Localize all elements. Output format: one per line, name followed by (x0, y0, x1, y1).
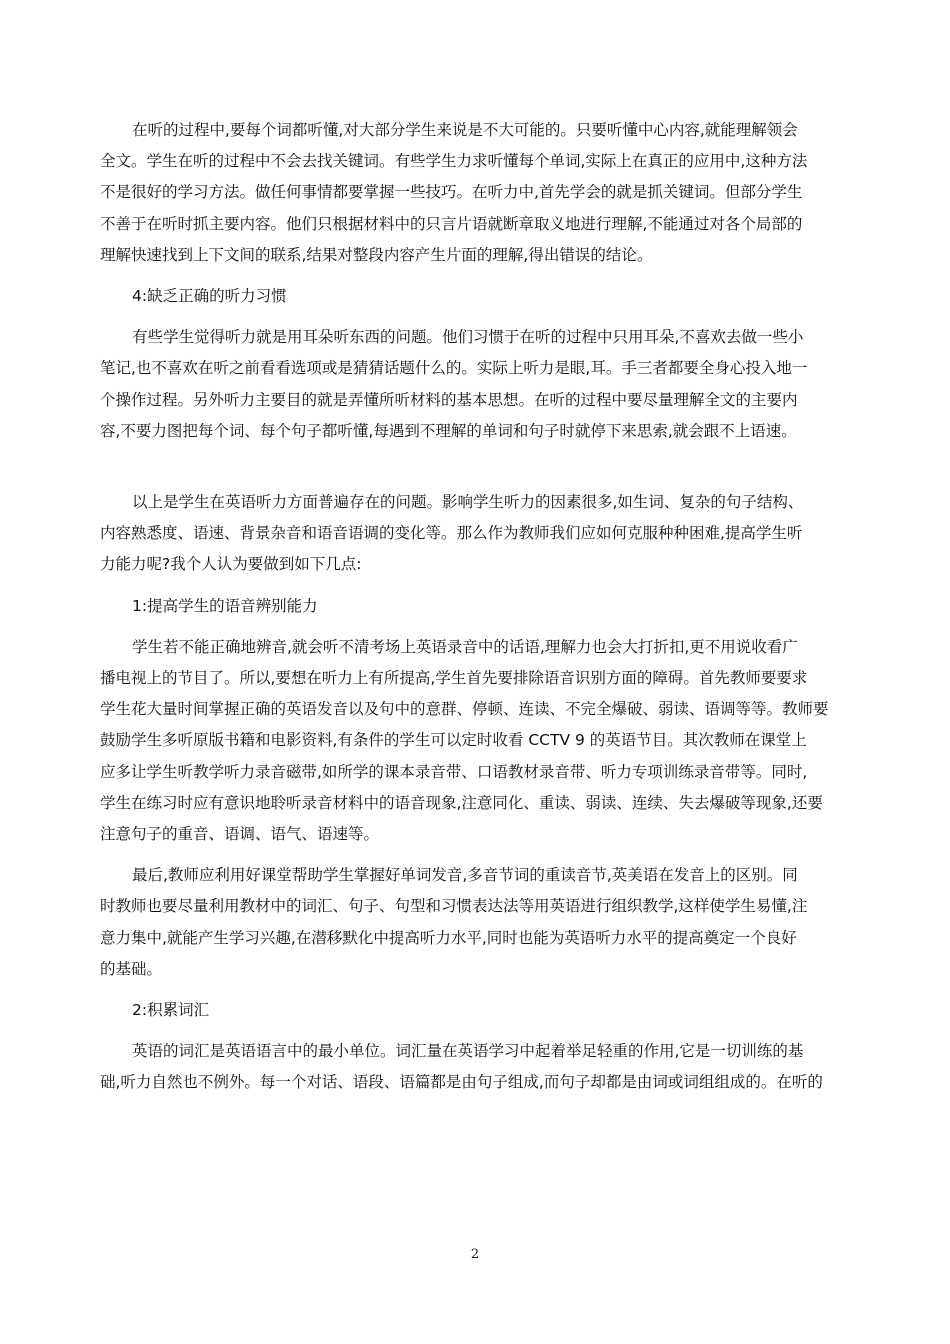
heading-vocabulary: 2:积累词汇 (132, 1001, 210, 1020)
paragraph-vocabulary: 英语的词汇是英语语言中的最小单位。词汇量在英语学习中起着举足轻重的作用,它是一切训练的基 础,听力自然也不例外。每一个对话、语段、语篇都是由句子组成,而句子却都是由词或词组组成的。在听的 (100, 1042, 823, 1092)
heading-pronunciation-discrimination: 1:提高学生的语音辨别能力 (132, 596, 318, 615)
paragraph-pronunciation-discrimination: 学生若不能正确地辨音,就会听不清考场上英语录音中的话语,理解力也会大打折扣,更不用说收看广 播电视上的节目了。所以,要想在听力上有所提高,学生首先要排除语音识别方面的障碍。首先教师要要求 学生花大量时间掌握正确的英语发音以及句中的意群、停顿、连读、不完全爆破、弱读、语调等等。教师要 鼓励学生多听原版书籍和电影资料,有条件的学生可以定时收看 CCTV 9 的英语节目。其次教师在课堂上 应多让学生听教学听力录音磁带,如所学的课本录音带、口语教材录音带、听力专项训练录音带等。同时, 学生在练习时应有意识地聆听录音材料中的语音现象,注意同化、重读、弱读、连续、失去爆破等现象,还要 注意句子的重音、语调、语气、语速等。 (100, 637, 829, 844)
page-number: 2 (470, 1247, 480, 1262)
heading-listening-habits: 4:缺乏正确的听力习惯 (132, 287, 287, 306)
document-body (100, 115, 852, 1109)
paragraph-spacer (100, 457, 852, 487)
paragraph-listening-habits: 有些学生觉得听力就是用耳朵听东西的问题。他们习惯于在听的过程中只用耳朵,不喜欢去做一些小 笔记,也不喜欢在听之前看看选项或是猜猜话题什么的。实际上听力是眼,耳。手三者都要全身心投入地一 个操作过程。另外听力主要目的就是弄懂所听材料的基本思想。在听的过程中要尽量理解全文的主要内 容,不要力图把每个词、每个句子都听懂,每遇到不理解的单词和句子时就停下来思索,就会跟不上语速。 (100, 328, 808, 440)
paragraph-summary-problems: 以上是学生在英语听力方面普遍存在的问题。影响学生听力的因素很多,如生词、复杂的句子结构、 内容熟悉度、语速、背景杂音和语音语调的变化等。那么作为教师我们应如何克服种种困难,提高学生听 力能力呢?我个人认为要做到如下几点: (100, 493, 804, 574)
paragraph-classroom-pronunciation: 最后,教师应利用好课堂帮助学生掌握好单词发音,多音节词的重读音节,英美语在发音上的区别。同 时教师也要尽量利用教材中的词汇、句子、句型和习惯表达法等用英语进行组织教学,这样使学生易懂,注 意力集中,就能产生学习兴趣,在潜移默化中提高听力水平,同时也能为英语听力水平的提高奠定一个良好 的基础。 (100, 866, 808, 978)
paragraph-listening-comprehension: 在听的过程中,要每个词都听懂,对大部分学生来说是不大可能的。只要听懂中心内容,就能理解领会 全文。学生在听的过程中不会去找关键词。有些学生力求听懂每个单词,实际上在真正的应用中,这种方法 不是很好的学习方法。做任何事情都要掌握一些技巧。在听力中,首先学会的就是抓关键词。但部分学生 不善于在听时抓主要内容。他们只根据材料中的只言片语就断章取义地进行理解,不能通过对各个局部的 理解快速找到上下文间的联系,结果对整段内容产生片面的理解,得出错误的结论。 (100, 121, 808, 264)
